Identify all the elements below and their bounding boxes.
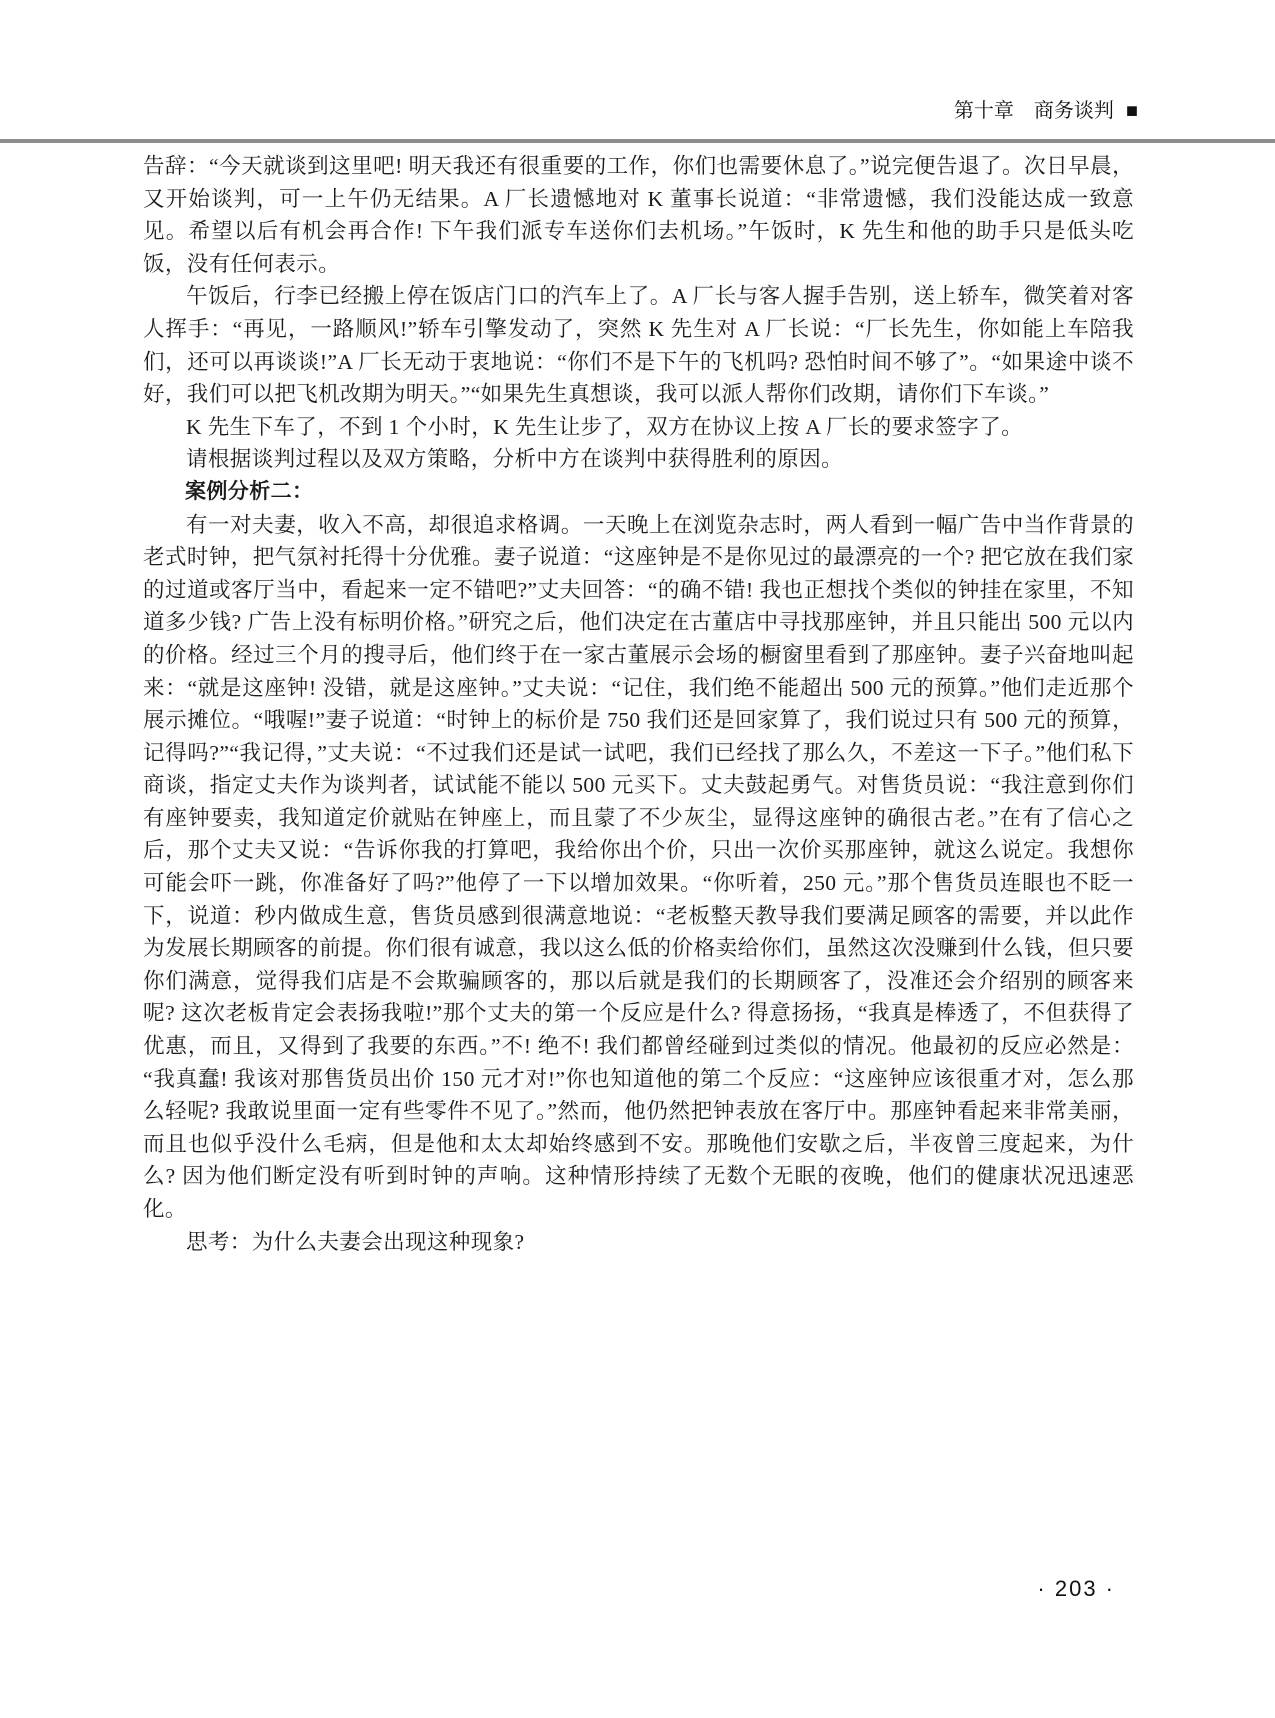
page-body	[143, 150, 1134, 1258]
paragraph-continuation: 告辞：“今天就谈到这里吧! 明天我还有很重要的工作，你们也需要休息了。”说完便告退了。次日早晨，又开始谈判，可一上午仍无结果。A 厂长遗憾地对 K 董事长说道：“非常遗憾，我们没能达成一致意见。希望以后有机会再合作! 下午我们派专车送你们去机场。”午饭时，K 先生和他的助手只是低头吃饭，没有任何表示。	[143, 154, 1134, 276]
chapter-number: 第十章	[953, 100, 1014, 122]
chapter-title: 商务谈判	[1033, 100, 1114, 122]
running-header	[954, 98, 1138, 124]
case-analysis-heading: 案例分析二：	[185, 479, 314, 503]
paragraph-question: 思考：为什么夫妻会出现这种现象?	[186, 1229, 525, 1254]
chapter-marker-square: ■	[1125, 100, 1138, 122]
paragraph: 午饭后，行李已经搬上停在饭店门口的汽车上了。A 厂长与客人握手告别，送上轿车，微笑着对客人挥手：“再见，一路顺风!”轿车引擎发动了，突然 K 先生对 A 厂长说：“厂长先生，你如能上车陪我们，还可以再谈谈!”A 厂长无动于衷地说：“你们不是下午的飞机吗? 恐怕时间不够了”。“如果途中谈不好，我们可以把飞机改期为明天。”“如果先生真想谈，我可以派人帮你们改期，请你们下车谈。”	[143, 284, 1134, 407]
paragraph: 请根据谈判过程以及双方策略，分析中方在谈判中获得胜利的原因。	[186, 447, 844, 472]
header-rule	[0, 139, 1275, 143]
page-number: · 203 ·	[1037, 1576, 1115, 1601]
paragraph: 有一对夫妻，收入不高，却很追求格调。一天晚上在浏览杂志时，两人看到一幅广告中当作背景的老式时钟，把气氛衬托得十分优雅。妻子说道：“这座钟是不是你见过的最漂亮的一个? 把它放在我们家的过道或客厅当中，看起来一定不错吧?”丈夫回答：“的确不错! 我也正想找个类似的钟挂在家里，不知道多少钱? 广告上没有标明价格。”研究之后，他们决定在古董店中寻找那座钟，并且只能出 500 元以内的价格。经过三个月的搜寻后，他们终于在一家古董展示会场的橱窗里看到了那座钟。妻子兴奋地叫起来：“就是这座钟! 没错，就是这座钟。”丈夫说：“记住，我们绝不能超出 500 元的预算。”他们走近那个展示摊位。“哦喔!”妻子说道：“时钟上的标价是 750 我们还是回家算了，我们说过只有 500 元的预算，记得吗?”“我记得，”丈夫说：“不过我们还是试一试吧，我们已经找了那么久，不差这一下子。”他们私下商谈，指定丈夫作为谈判者，试试能不能以 500 元买下。丈夫鼓起勇气。对售货员说：“我注意到你们有座钟要卖，我知道定价就贴在钟座上，而且蒙了不少灰尘，显得这座钟的确很古老。”在有了信心之后，那个丈夫又说：“告诉你我的打算吧，我给你出个价，只出一次价买那座钟，就这么说定。我想你可能会吓一跳，你准备好了吗?”他停了一下以增加效果。“你听着，250 元。”那个售货员连眼也不眨一下，说道：秒内做成生意，售货员感到很满意地说：“老板整天教导我们要满足顾客的需要，并以此作为发展长期顾客的前提。你们很有诚意，我以这么低的价格卖给你们，虽然这次没赚到什么钱，但只要你们满意，觉得我们店是不会欺骗顾客的，那以后就是我们的长期顾客了，没准还会介绍别的顾客来呢? 这次老板肯定会表扬我啦!”那个丈夫的第一个反应是什么? 得意扬扬，“我真是棒透了，不但获得了优惠，而且，又得到了我要的东西。”不! 绝不! 我们都曾经碰到过类似的情况。他最初的反应必然是：“我真蠢! 我该对那售货员出价 150 元才对!”你也知道他的第二个反应：“这座钟应该很重才对，怎么那么轻呢? 我敢说里面一定有些零件不见了。”然而，他仍然把钟表放在客厅中。那座钟看起来非常美丽，而且也似乎没什么毛病，但是他和太太却始终感到不安。那晚他们安歇之后，半夜曾三度起来，为什么? 因为他们断定没有听到时钟的声响。这种情形持续了无数个无眠的夜晚，他们的健康状况迅速恶化。	[143, 512, 1134, 1221]
paragraph: K 先生下车了，不到 1 个小时，K 先生让步了，双方在协议上按 A 厂长的要求签字了。	[186, 414, 1023, 439]
